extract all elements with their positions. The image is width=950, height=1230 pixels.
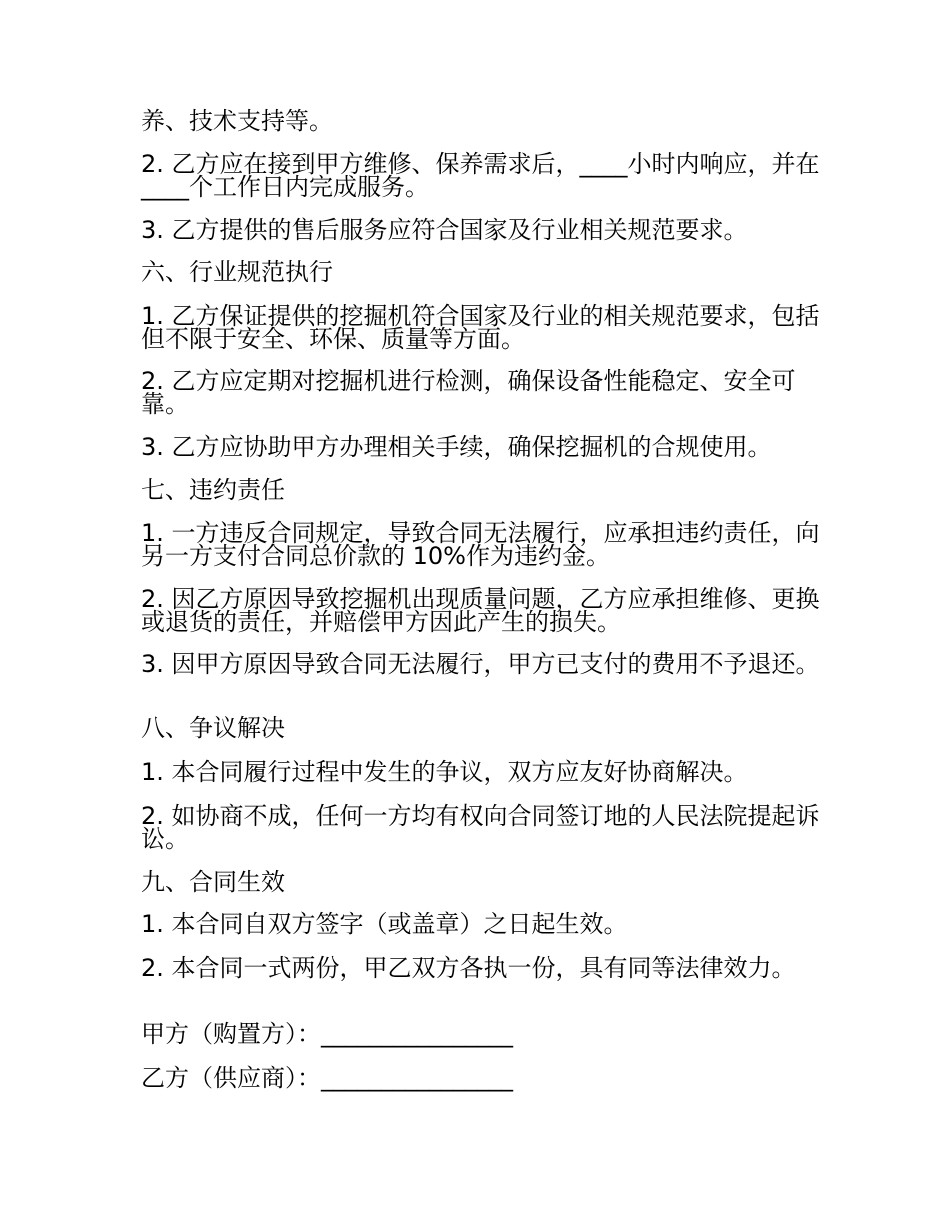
paragraph-dispute-2: 2. 如协商不成，任何一方均有权向合同签订地的人民法院提起诉讼。 xyxy=(141,802,820,853)
paragraph-standards-3: 3. 乙方应协助甲方办理相关手续，确保挖掘机的合规使用。 xyxy=(141,433,772,461)
paragraph-liability-1: 1. 一方违反合同规定，导致合同无法履行，应承担违约责任，向另一方支付合同总价款的 10%作为违约金。 xyxy=(141,519,820,570)
section-heading-7: 七、违约责任 xyxy=(141,476,285,504)
paragraph-service-continued: 养、技术支持等。 xyxy=(141,107,333,135)
paragraph-liability-3: 3. 因甲方原因导致合同无法履行，甲方已支付的费用不予退还。 xyxy=(141,650,820,678)
section-heading-9: 九、合同生效 xyxy=(141,868,285,896)
paragraph-standards-1: 1. 乙方保证提供的挖掘机符合国家及行业的相关规范要求，包括但不限于安全、环保、质量等方面。 xyxy=(141,302,820,353)
section-heading-8: 八、争议解决 xyxy=(141,714,285,742)
section-heading-6: 六、行业规范执行 xyxy=(141,258,333,286)
paragraph-standards-2: 2. 乙方应定期对挖掘机进行检测，确保设备性能稳定、安全可靠。 xyxy=(141,367,796,418)
signature-party-a: 甲方（购置方）：________________ xyxy=(141,1020,513,1048)
paragraph-liability-2: 2. 因乙方原因导致挖掘机出现质量问题，乙方应承担维修、更换或退货的责任，并赔偿甲方因此产生的损失。 xyxy=(141,585,820,636)
paragraph-dispute-1: 1. 本合同履行过程中发生的争议，双方应友好协商解决。 xyxy=(141,758,748,786)
paragraph-effective-1: 1. 本合同自双方签字（或盖章）之日起生效。 xyxy=(141,910,628,938)
paragraph-effective-2: 2. 本合同一式两份，甲乙双方各执一份，具有同等法律效力。 xyxy=(141,954,796,982)
paragraph-service-3: 3. 乙方提供的售后服务应符合国家及行业相关规范要求。 xyxy=(141,216,748,244)
signature-party-b: 乙方（供应商）：________________ xyxy=(141,1064,513,1092)
paragraph-service-2: 2. 乙方应在接到甲方维修、保养需求后，____小时内响应，并在____个工作日内完成服务。 xyxy=(141,150,820,201)
